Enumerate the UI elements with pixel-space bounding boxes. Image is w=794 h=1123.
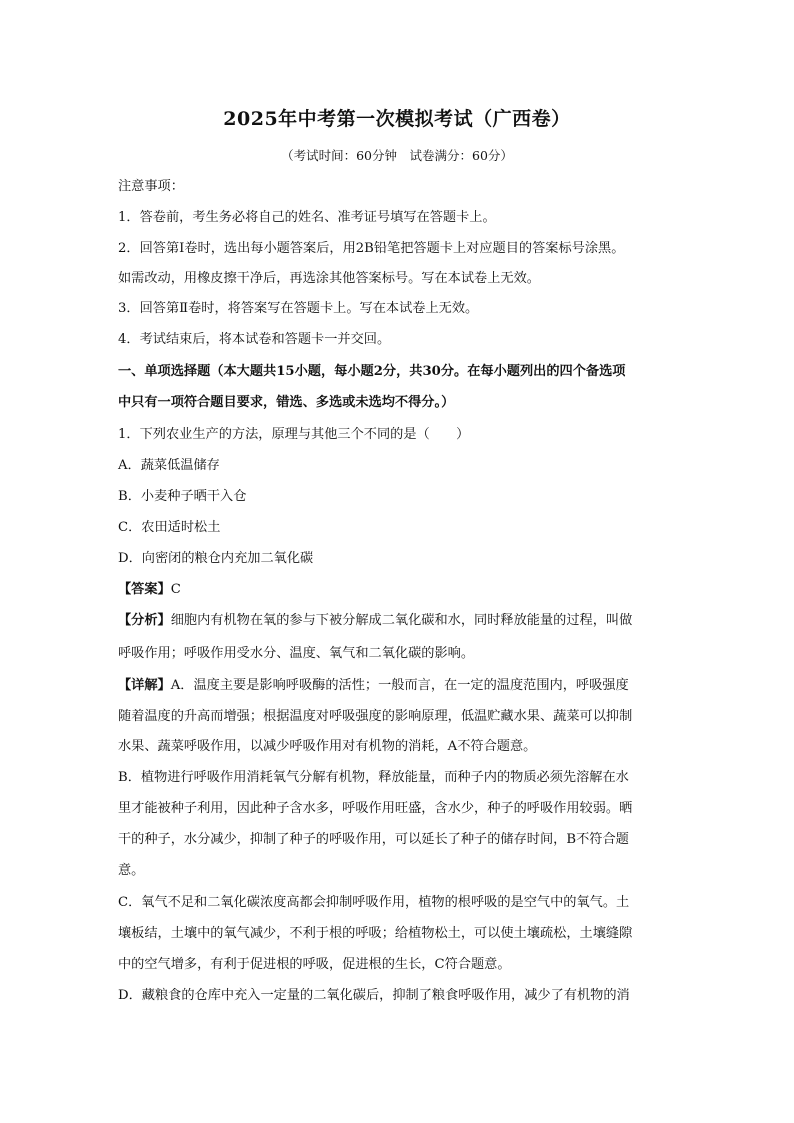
notice-item: 2．回答第Ⅰ卷时，选出每小题答案后，用2B铅笔把答题卡上对应题目的答案标号涂黑。	[118, 241, 625, 256]
detail-line: 里才能被种子利用，因此种子含水多，呼吸作用旺盛，含水少，种子的呼吸作用较弱。晒	[118, 801, 633, 816]
analysis-line	[118, 611, 632, 631]
answer-label: 【答案】	[118, 582, 171, 597]
notice-heading: 注意事项：	[118, 179, 184, 194]
detail-line: B．植物进行呼吸作用消耗氧气分解有机物，释放能量，而种子内的物质必须先溶解在水	[118, 770, 629, 785]
analysis-text: 细胞内有机物在氧的参与下被分解成二氧化碳和水，同时释放能量的过程，叫做	[170, 613, 633, 628]
section-heading: 一、单项选择题（本大题共15小题，每小题2分，共30分。在每小题列出的四个备选项	[118, 364, 626, 379]
detail-line: 干的种子，水分减少，抑制了种子的呼吸作用，可以延长了种子的储存时间，B不符合题	[118, 832, 629, 847]
detail-line: 随着温度的升高而增强；根据温度对呼吸强度的影响原理，低温贮藏水果、蔬菜可以抑制	[118, 709, 633, 724]
notice-item: 如需改动，用橡皮擦干净后，再选涂其他答案标号。写在本试卷上无效。	[118, 271, 540, 286]
notice-item: 1．答卷前，考生务必将自己的姓名、准考证号填写在答题卡上。	[118, 210, 496, 225]
detail-line	[118, 676, 629, 696]
detail-line: 中的空气增多，有利于促进根的呼吸，促进根的生长，C符合题意。	[118, 957, 511, 972]
detail-line: D．藏粮食的仓库中充入一定量的二氧化碳后，抑制了粮食呼吸作用，减少了有机物的消	[118, 988, 630, 1003]
answer-line	[118, 580, 181, 600]
detail-line: 水果、蔬菜呼吸作用，以减少呼吸作用对有机物的消耗，A不符合题意。	[118, 739, 537, 754]
section-heading: 中只有一项符合题目要求，错选、多选或未选均不得分。）	[118, 395, 455, 410]
answer-value: C	[170, 582, 181, 597]
detail-label: 【详解】	[118, 678, 171, 693]
detail-line: 意。	[118, 863, 145, 878]
detail-line: C．氧气不足和二氧化碳浓度高都会抑制呼吸作用，植物的根呼吸的是空气中的氧气。土	[118, 895, 630, 910]
notice-item: 4．考试结束后，将本试卷和答题卡一并交回。	[118, 332, 391, 347]
page-title: 2025年中考第一次模拟考试（广西卷）	[223, 108, 571, 130]
question-option: C．农田适时松土	[118, 520, 221, 535]
detail-text: A．温度主要是影响呼吸酶的活性；一般而言，在一定的温度范围内，呼吸强度	[170, 678, 629, 693]
question-option: A．蔬菜低温储存	[118, 458, 220, 473]
detail-line: 壤板结，土壤中的氧气减少，不利于根的呼吸；给植物松土，可以使土壤疏松，土壤缝隙	[118, 926, 633, 941]
notice-item: 3．回答第Ⅱ卷时，将答案写在答题卡上。写在本试卷上无效。	[118, 301, 479, 316]
analysis-line: 呼吸作用；呼吸作用受水分、温度、氧气和二氧化碳的影响。	[118, 646, 475, 661]
question-option: D．向密闭的粮仓内充加二氧化碳	[118, 551, 314, 566]
question-option: B．小麦种子晒干入仓	[118, 489, 247, 504]
exam-info-subtitle: （考试时间：60分钟 试卷满分：60分）	[281, 148, 513, 163]
analysis-label: 【分析】	[118, 613, 171, 628]
question-stem: 1．下列农业生产的方法，原理与其他三个不同的是（ ）	[118, 427, 470, 442]
